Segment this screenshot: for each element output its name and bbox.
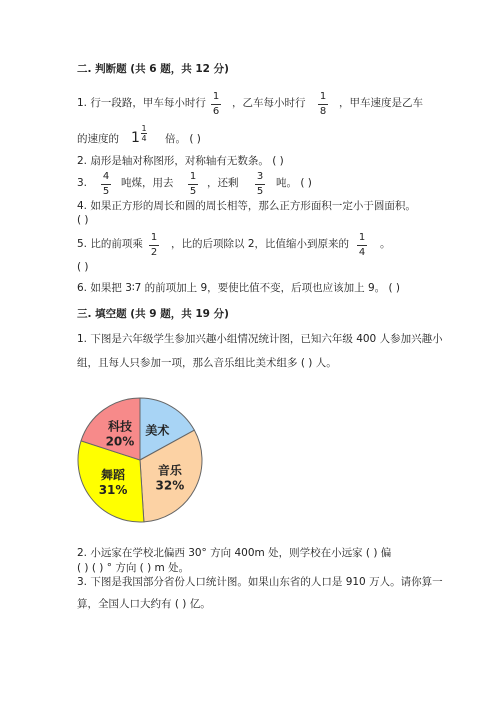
q1-fraction-1: 1 6: [212, 91, 220, 117]
q1-fraction-2: 1 8: [319, 91, 327, 117]
pie-label-1: 美术: [145, 423, 170, 438]
s3-q3-line2: 算，全国人口大约有 ( ) 亿。: [77, 598, 211, 610]
q3-text-a: 3.: [77, 177, 88, 189]
s3-q3-line1: 3. 下图是我国部分省份人口统计图。如果山东省的人口是 910 万人。请你算一: [77, 576, 443, 588]
pie-label-3: 舞蹈: [101, 467, 126, 482]
q1-text-b: ，乙车每小时行: [232, 97, 306, 109]
q3-fraction-3: 3 5: [256, 171, 264, 197]
q3-text-c: ，还剩: [207, 177, 239, 189]
s3-q1-line2: 组，且每人只参加一项，那么音乐组比美术组多 ( ) 人。: [77, 357, 337, 369]
q3-fraction-1: 4 5: [102, 171, 110, 197]
q6-text: 6. 如果把 3∶7 的前项加上 9，要使比值不变，后项也应该加上 9。 ( ): [77, 282, 401, 294]
q5-text-b: ，比的后项除以 2，比值缩小到原来的: [171, 238, 350, 250]
pie-chart: [75, 395, 205, 525]
section-title-judgment: 二. 判断题 (共 6 题，共 12 分): [77, 63, 229, 75]
q5-text-a: 5. 比的前项乘: [77, 238, 143, 250]
section-title-fill-in: 三. 填空题 (共 9 题，共 19 分): [77, 308, 229, 320]
s3-q2-line1: 2. 小远家在学校北偏西 30° 方向 400m 处，则学校在小远家 ( ) 偏: [77, 547, 392, 559]
q3-text-d: 吨。 ( ): [276, 177, 312, 189]
pie-percent-3: 31%: [98, 482, 128, 497]
q5-fraction-2: 1 4: [358, 232, 366, 258]
q5-fraction-1: 1 2: [150, 232, 158, 258]
q1-mixed-whole: 1: [131, 130, 140, 146]
pie-label-2: 音乐: [157, 463, 182, 478]
pie-label-4: 科技: [107, 419, 132, 434]
q1-mixed-fraction: 1 4: [141, 124, 147, 143]
q5-text-c: 。: [380, 238, 391, 250]
q2-text: 2. 扇形是轴对称图形，对称轴有无数条。 ( ): [77, 155, 284, 167]
q1-text-c: ，甲车速度是乙车: [339, 97, 423, 109]
pie-percent-4: 20%: [105, 434, 135, 449]
q1-text-d: 的速度的: [77, 133, 119, 145]
q5-text-line2: ( ): [77, 261, 89, 273]
q3-text-b: 吨煤，用去: [121, 177, 174, 189]
q4-text-line1: 4. 如果正方形的周长和圆的周长相等，那么正方形面积一定小于圆面积。: [77, 200, 416, 212]
pie-percent-2: 32%: [155, 478, 185, 493]
q3-fraction-2: 1 5: [189, 171, 197, 197]
s3-q1-line1: 1. 下图是六年级学生参加兴趣小组情况统计图，已知六年级 400 人参加兴趣小: [77, 333, 443, 345]
s3-q2-line2: ( ) ( ) ° 方向 ( ) m 处。: [77, 562, 190, 574]
q1-text-a: 1. 行一段路，甲车每小时行: [77, 97, 206, 109]
q4-text-line2: ( ): [77, 214, 89, 226]
q1-text-e: 倍。 ( ): [165, 133, 201, 145]
